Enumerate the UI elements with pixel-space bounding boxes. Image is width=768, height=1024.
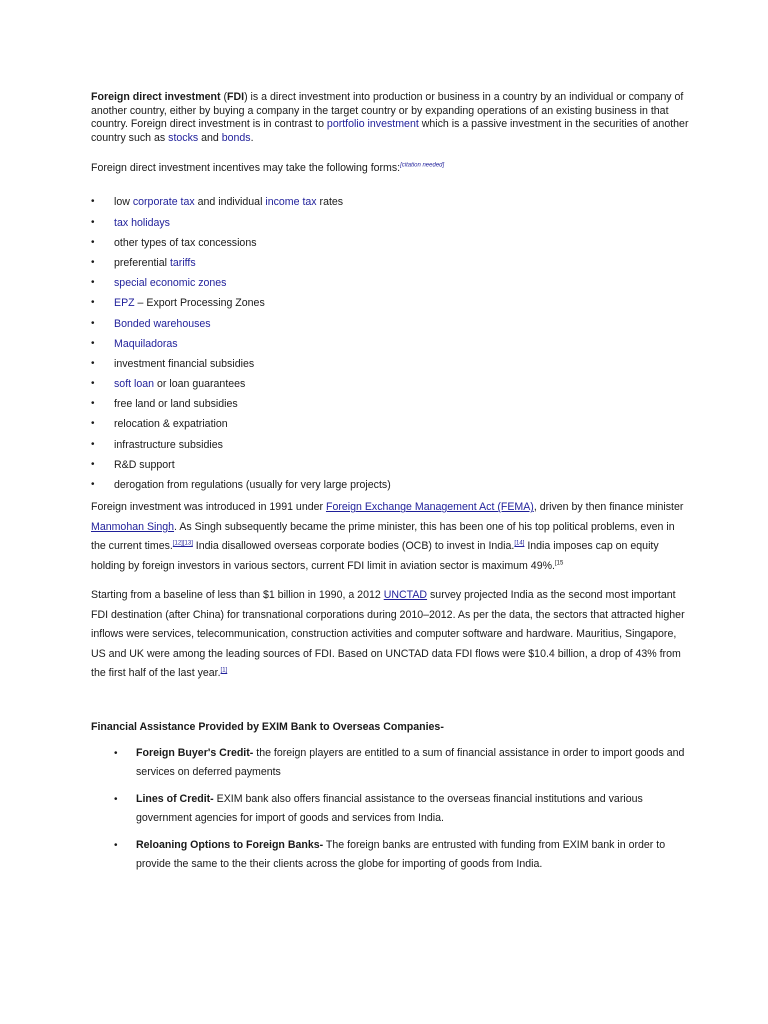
item-title: Reloaning Options to Foreign Banks- [136, 838, 324, 851]
link-unctad[interactable]: UNCTAD [383, 589, 428, 602]
text-fragment: which is a passive investment in the securities of another country such as [91, 118, 689, 144]
text-fragment: Starting from a baseline of less than $1 billion in 1990, a 2012 [91, 589, 384, 602]
text-fragment: investment financial subsidies [114, 357, 255, 370]
list-item [91, 337, 691, 357]
link-tariffs[interactable]: tariffs [169, 256, 196, 269]
link-corporate-tax[interactable]: corporate tax [132, 196, 195, 209]
text-fragment: other types of tax concessions [114, 236, 257, 249]
text-fragment: derogation from regulations (usually for very large projects) [114, 479, 391, 491]
item-text: the foreign players are entitled to a sum of financial assistance in order to import goods and services on deferred payments [136, 746, 685, 779]
text-fragment: India imposes cap on equity holding by foreign investors in various sectors, current FDI limit in aviation sector is maximum 49%. [91, 540, 659, 572]
document-page [91, 91, 691, 882]
text-fragment: . As Singh subsequently became the prime minister, this has been one of his top political problems, even in the current times. [91, 520, 675, 553]
link-epz[interactable]: EPZ [114, 297, 135, 310]
link-special-economic-zones[interactable]: special economic zones [114, 277, 227, 290]
text-fragment: India disallowed overseas corporate bodies (OCB) to invest in India. [192, 540, 515, 553]
text-fragment: R&D support [114, 458, 175, 471]
text-fragment: . [250, 131, 254, 144]
link-stocks[interactable]: stocks [168, 131, 199, 144]
text-fragment: preferential [114, 256, 170, 269]
link-manmohan-singh[interactable]: Manmohan Singh [91, 520, 175, 533]
text-fragment: survey projected India as the second most important FDI destination (after China) for transnational corporations during 2010–2012. As per the data, the sectors that attracted higher inflows were services, telecommunication, construction activities and computer software and hardware. Mauritius, Singapore, US and UK were among the leading sources of FDI. Based on UNCTAD data FDI flows were $10.4 billion, a drop of 43% from the first half of the last year. [91, 589, 685, 680]
list-item [91, 397, 691, 417]
fdi-india-paragraph [91, 498, 691, 576]
text-fragment: or loan guarantees [154, 378, 246, 391]
list-item [91, 417, 691, 437]
link-maquiladoras[interactable]: Maquiladoras [114, 337, 178, 350]
link-tax-holidays[interactable]: tax holidays [114, 216, 170, 229]
list-item [91, 256, 691, 276]
list-item [91, 236, 691, 256]
text-fragment: Foreign investment was introduced in 1991 under [91, 501, 326, 514]
reference-link[interactable]: [1] [220, 667, 228, 674]
list-item [91, 478, 691, 498]
text-fragment: ) [244, 91, 248, 103]
link-soft-loan[interactable]: soft loan [114, 378, 155, 391]
text-fragment: – Export Processing Zones [134, 297, 265, 310]
item-text: EXIM bank also offers financial assistance to the overseas financial institutions and various government agencies for import of goods and services from India. [136, 792, 643, 825]
text-fragment: ( [220, 91, 227, 103]
reference-marker: [15 [554, 560, 564, 567]
list-item [91, 195, 691, 215]
text-fragment: rates [316, 196, 344, 209]
link-bonded-warehouses[interactable]: Bonded warehouses [114, 317, 211, 330]
incentives-intro [91, 161, 691, 175]
text-fragment: , driven by then finance minister [533, 501, 684, 514]
item-title: Foreign Buyer's Credit- [136, 746, 254, 759]
text-fragment: free land or land subsidies [114, 398, 238, 411]
list-item [91, 836, 691, 875]
text-fragment: infrastructure subsidies [114, 438, 223, 451]
reference-link[interactable]: [14] [514, 540, 525, 547]
intro-paragraph [91, 91, 691, 145]
link-portfolio-investment[interactable]: portfolio investment [326, 118, 419, 131]
unctad-paragraph [91, 586, 691, 684]
incentives-list [91, 195, 691, 498]
exim-heading: Financial Assistance Provided by EXIM Bank to Overseas Companies- [91, 720, 444, 733]
text-fragment: low [114, 196, 133, 209]
list-item [91, 216, 691, 236]
text-fragment: and [198, 131, 222, 144]
text-fragment: is a direct investment into production or business in a country by an individual or company of another country, either by buying a company in the target country or by expanding operations of an existing business in that country. Foreign direct investment is in contrast to [91, 91, 684, 131]
exim-list [91, 744, 691, 875]
fdi-term: Foreign direct investment [91, 91, 221, 103]
list-item [91, 377, 691, 397]
list-item [91, 790, 691, 829]
text-fragment: and individual [194, 196, 266, 209]
link-fema[interactable]: Foreign Exchange Management Act (FEMA) [325, 501, 534, 514]
text-fragment: relocation & expatriation [114, 418, 228, 431]
list-item [91, 458, 691, 478]
list-item [91, 357, 691, 377]
list-item [91, 438, 691, 458]
reference-link[interactable]: [12][13] [172, 540, 193, 547]
text-fragment: Foreign direct investment incentives may take the following forms: [91, 162, 401, 175]
item-text: The foreign banks are entrusted with funding from EXIM bank in order to provide the same to the their clients across the globe for importing of goods from India. [136, 838, 666, 871]
citation-needed-link[interactable]: [citation needed] [400, 162, 445, 169]
list-item [91, 317, 691, 337]
link-bonds[interactable]: bonds [221, 131, 251, 144]
list-item [91, 744, 691, 783]
link-income-tax[interactable]: income tax [265, 196, 317, 209]
list-item [91, 296, 691, 316]
fdi-abbr: FDI [227, 91, 245, 103]
item-title: Lines of Credit- [136, 792, 214, 805]
list-item [91, 276, 691, 296]
